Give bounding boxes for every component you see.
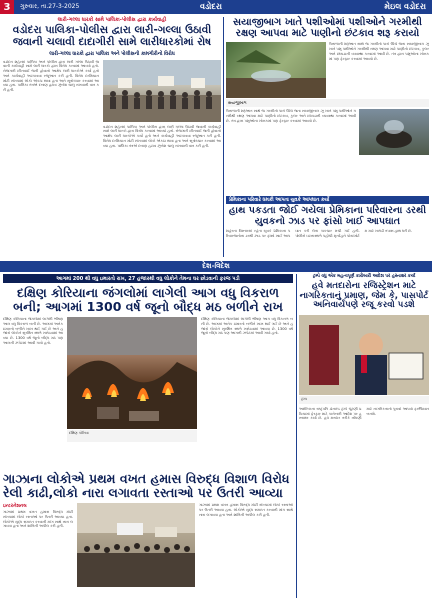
story-body-continued: દક્ષિણ કોરિયાના જંગલોમાં લાગેલી ભીષણ આગ વધુ વિકરાળ બની છે. આગમાં અનેક ઇમારતો બળીને ખાખ થઈ ગઈ છે અને હજારો લોકોને સુરક્ષિત સ્થળે ખસેડવામાં આવ્યા છે. 1300 વર્ષ જૂનો બૌદ્ધ મઠ પણ આગની ઝપેટમાં આવી ગયો હતો.: [201, 317, 293, 336]
column-divider-lower: [296, 274, 297, 598]
photo-caption: દક્ષિણ કોરિયા: [67, 430, 197, 442]
protest-photo: [103, 60, 221, 122]
page-number: 3: [0, 0, 14, 14]
story-suicide-headline-block: [226, 206, 429, 253]
wildfire-image: [67, 317, 197, 429]
story-headline[interactable]: હાથ પકડતા જોઈ ગયેલા પ્રેમિકાના પરિવારના ડરથી યુવકનો ઝાડ પર ફાંસો ખાઈ આપઘાત: [228, 205, 427, 227]
story-kicker: પ્રેમિકાના પરિવારે ધમકી આપતા યુવકે આપઘાત કર્યો: [226, 196, 429, 204]
story-body: વડોદરા શહેરમાં પાલિકા અને પોલીસ દ્વારા લારી ગલ્લા ઉઠાવી જવાની કાર્યવાહી સામે લારી ધારકો દ્વારા વિરોધ કરવામાં આવ્યો હતો. રોજગારી છીનવાઈ જતી હોવાનો આક્ષેપ લારી ધારકોએ કર્યો હતો અને કાર્યવાહી અટકાવવા રજૂઆત કરી હતી. વિરોધ દરમિયાન મોટી સંખ્યામાં લોકો એકઠા થયા હતા અને સૂત્રોચ્ચાર કરવામાં આવ્યા હતા. પાલિકા તંત્રએ દબાણ હટાવ ઝુંબેશ ચાલુ રાખવાની વાત કરી હતી.: [3, 59, 99, 93]
story-kicker: આગમાં 200 થી વધુ ઇમારતો રાખ, 27 હજારથી વધુ લોકોને તેમના ઘર છોડવાની ફરજ પડી: [3, 274, 293, 283]
issue-date: ગુરુવાર, તા.27-3-2025: [20, 3, 80, 10]
section-band-label: દેશ-વિદેશ: [202, 262, 230, 270]
brand-logo: મેઇલ વડોદરા: [384, 2, 426, 11]
photo-caption: સયાજીબાગ: [226, 99, 429, 107]
story-kicker: ટ્રમ્પે વધુ એક મહત્વપૂર્ણ કારોબારી આદેશ પર હસ્તાક્ષર કર્યા: [312, 274, 416, 279]
zoo-image: [226, 42, 326, 98]
zoo-photo-1: [226, 42, 326, 98]
story-vendors: [3, 17, 221, 217]
story-headline[interactable]: વડોદરા પાલિકા-પોલીસ દ્વારા લારી-ગલ્લા ઉઠાવી જવાની ચલાવી દાદાગીરી સામે લારીધારકોમાં રોષ: [12, 24, 212, 48]
trump-photo: [299, 315, 429, 395]
photo-caption: ટ્રમ્પ: [299, 396, 429, 404]
signing-image: [299, 315, 429, 395]
story-body-continued: ઉનાળાની શરૂઆત સાથે જ ગરમીનો પારો ઊંચે જતા સયાજીબાગ ઝૂ ખાતે પશુ પક્ષીઓને ગરમીથી રક્ષણ આપવા માટે પાણીનો છંટકાવ, કુલર અને છાંયડાની વ્યવસ્થા કરવામાં આવી છે. તંત્ર દ્વારા પશુઓના ખોરાકમાં પણ ફેરફાર કરવામાં આવ્યો છે.: [226, 109, 356, 123]
section-title: વડોદરા: [200, 2, 222, 11]
story-kicker: ઇન્ટરનેશનલ: [3, 504, 27, 509]
story-body: દક્ષિણ કોરિયાના જંગલોમાં લાગેલી ભીષણ આગ વધુ વિકરાળ બની છે. આગમાં અનેક ઇમારતો બળીને ખાખ થઈ ગઈ છે અને હજારો લોકોને સુરક્ષિત સ્થળે ખસેડવામાં આવ્યા છે. 1300 વર્ષ જૂનો બૌદ્ધ મઠ પણ આગની ઝપેટમાં આવી ગયો હતો.: [3, 317, 63, 345]
masthead: [0, 0, 432, 14]
story-body: ઉનાળાની શરૂઆત સાથે જ ગરમીનો પારો ઊંચે જતા સયાજીબાગ ઝૂ ખાતે પશુ પક્ષીઓને ગરમીથી રક્ષણ આપવા માટે પાણીનો છંટકાવ, કુલર અને છાંયડાની વ્યવસ્થા કરવામાં આવી છે. તંત્ર દ્વારા પશુઓના ખોરાકમાં પણ ફેરફાર કરવામાં આવ્યો છે.: [329, 42, 429, 61]
protest-crowd-image: [77, 503, 195, 587]
story-sayajibaug: [226, 17, 429, 207]
story-body-continued: ગાઝામાં પ્રથમ વખત હમાસ વિરુદ્ધ મોટી સંખ્યામાં લોકો રસ્તાઓ પર ઉતરી આવ્યા હતા. લોકોએ યુદ્ધ સમાપ્ત કરવાની માંગ સાથે નારા લગાવ્યા હતા અને શાંતિની અપીલ કરી હતી.: [199, 503, 293, 517]
story-gaza: [3, 472, 293, 598]
section-band: [0, 261, 432, 272]
story-body: શહેરના વિસ્તારમાં રહેતા યુવકે પ્રેમિકાના પરિવારજનોના ડરથી ઝાડ પર ફાંસો ખાઈ આપઘાત કરી લેતા ચકચાર મચી ગઈ હતી. પોલીસે ઘટનાસ્થળે પહોંચી મૃતદેહને પોસ્ટમોર્ટમ માટે ખસેડી તપાસ હાથ ધરી છે.: [226, 229, 413, 239]
zoo-photo-2: [359, 109, 429, 155]
story-body: અમેરિકાના રાષ્ટ્રપતિ ડોનાલ્ડ ટ્રમ્પે ચૂંટણી પ્રક્રિયામાં ફેરફાર માટે કારોબારી આદેશ પર હસ્તાક્ષર કર્યા છે. હવે મતદાર તરીકે નોંધણી માટે નાગરિકતાનો પુરાવો આપવો ફરજિયાત બનશે.: [299, 406, 429, 421]
story-headline[interactable]: ગાઝાના લોકોએ પ્રથમ વખત હમાસ વિરુદ્ધ વિશાળ વિરોધ રેલી કાઢી,લોકો નારા લગાવતા રસ્તાઓ પર ઉતરી આવ્યા: [3, 471, 290, 500]
story-headline[interactable]: દક્ષિણ કોરિયાના જંગલોમાં લાગેલી આગ વધુ વિકરાળ બની; આગમાં 1300 વર્ષ જૂનો બૌદ્ધ મઠ બળીને રાખ: [13, 285, 283, 314]
fire-photo: [67, 317, 197, 429]
story-kicker: લારી-ગલ્લા ધારકો સામે પાલિકા-પોલીસ દ્વારા કાર્યવાહી: [57, 17, 167, 23]
story-subhead: લારી-ગલ્લા ધારકો દ્વારા પાલિકા અને પોલીસની કામગીરીનો વિરોધ: [49, 51, 175, 57]
story-korea-fire: [3, 274, 293, 474]
column-divider: [223, 17, 224, 257]
story-headline[interactable]: હવે મતદારોના રજિસ્ટ્રેશન માટે નાગરિકતાનું પ્રમાણ, જેમ કે, પાસપોર્ટ અનિવાર્યપણે રજૂ કરવો પડશે: [299, 281, 429, 311]
story-body: ગાઝામાં પ્રથમ વખત હમાસ વિરુદ્ધ મોટી સંખ્યામાં લોકો રસ્તાઓ પર ઉતરી આવ્યા હતા. લોકોએ યુદ્ધ સમાપ્ત કરવાની માંગ સાથે નારા લગાવ્યા હતા અને શાંતિની અપીલ કરી હતી.: [3, 510, 73, 529]
crowd-image: [103, 60, 221, 122]
animal-image: [359, 109, 429, 155]
story-headline[interactable]: સયાજીબાગ ખાતે પશીઓમાં પશીઓને ગરમીથી રક્ષણ આપવા માટે પાણીનો છંટકાવ શરૂ કરાયો: [232, 17, 423, 40]
story-trump: [299, 274, 429, 598]
story-body-continued: વડોદરા શહેરમાં પાલિકા અને પોલીસ દ્વારા લારી ગલ્લા ઉઠાવી જવાની કાર્યવાહી સામે લારી ધારકો દ્વારા વિરોધ કરવામાં આવ્યો હતો. રોજગારી છીનવાઈ જતી હોવાનો આક્ષેપ લારી ધારકોએ કર્યો હતો અને કાર્યવાહી અટકાવવા રજૂઆત કરી હતી. વિરોધ દરમિયાન મોટી સંખ્યામાં લોકો એકઠા થયા હતા અને સૂત્રોચ્ચાર કરવામાં આવ્યા હતા. પાલિકા તંત્રએ દબાણ હટાવ ઝુંબેશ ચાલુ રાખવાની વાત કરી હતી.: [103, 124, 221, 148]
gaza-photo: [77, 503, 195, 587]
